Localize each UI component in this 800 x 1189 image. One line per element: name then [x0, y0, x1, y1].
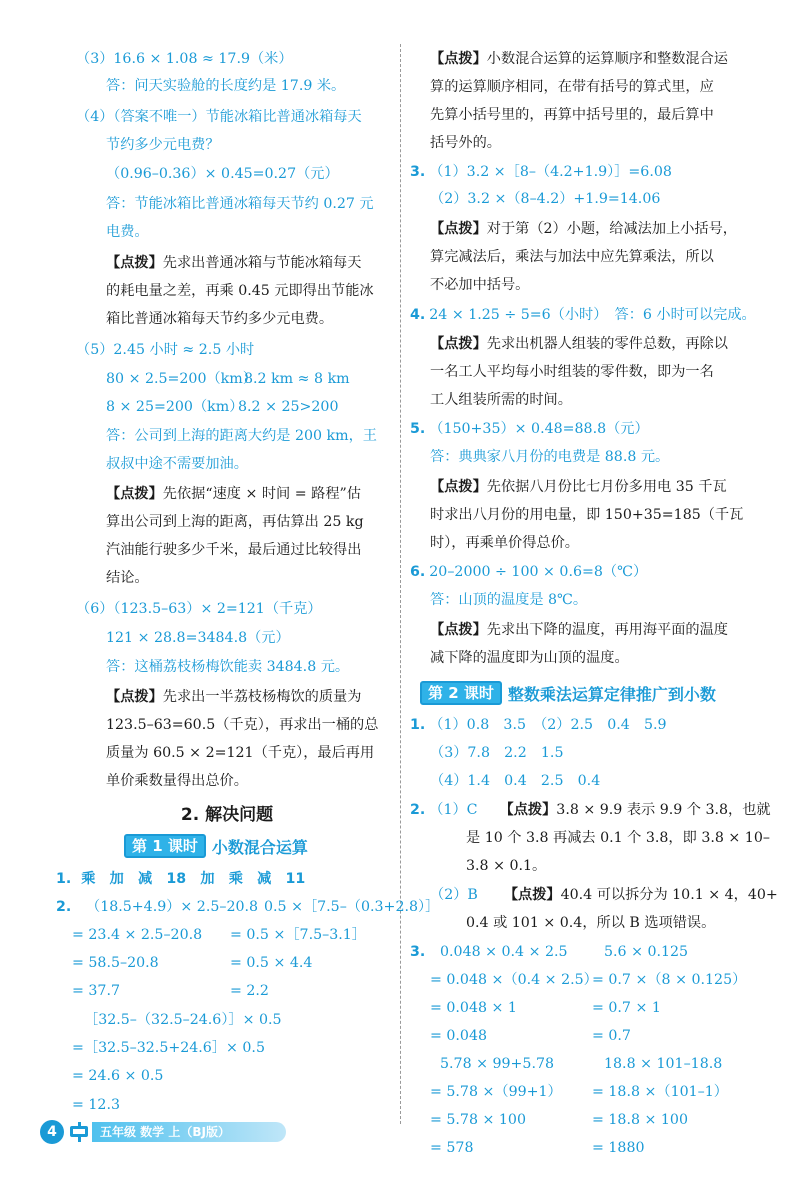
question-number: 5.: [410, 421, 426, 437]
calc-a: = 5.78 ×（99+1）: [430, 1084, 562, 1100]
tip-text: 先求出下降的温度，再用海平面的温度: [486, 622, 728, 638]
tip-line: 一名工人平均每小时组装的零件数，即为一名: [430, 364, 714, 380]
calc-line: [440, 939, 689, 966]
tip-text: 小数混合运算的运算顺序和整数混合运: [486, 51, 728, 67]
answer-text: 20–2000 ÷ 100 × 0.6=8（℃）: [429, 564, 648, 580]
tip-tag: 【点拨】: [503, 887, 561, 903]
calc-a: = 58.5–20.8: [72, 955, 159, 971]
question-row: [410, 797, 771, 824]
tip-paragraph: [430, 617, 728, 644]
calc-a: = 23.4 × 2.5–20.8: [72, 927, 203, 943]
question-number: 1.: [56, 871, 72, 887]
tip-text: 对于第（2）小题，给减法加上小括号，: [486, 221, 737, 237]
tip-line: 工人组装所需的时间。: [430, 392, 572, 408]
answer-line: （2）3.2 ×（8–4.2）+1.9=14.06: [430, 191, 661, 207]
lesson-title-text: 小数混合运算: [211, 837, 308, 857]
tip-text: 40.4 可以拆分为 10.1 × 4，40+: [560, 887, 778, 903]
answer-text: （1）C: [429, 802, 478, 818]
brand-logo-icon: [68, 1121, 90, 1143]
tip-paragraph: [430, 331, 728, 358]
answer-line: 叔叔中途不需要加油。: [106, 456, 248, 472]
tip-line: 不必加中括号。: [430, 277, 530, 293]
question-number: 3.: [410, 944, 426, 960]
question-row: [410, 302, 756, 329]
answer-line: 答：节能冰箱比普通冰箱每天节约 0.27 元: [106, 196, 374, 212]
question-number: 2.: [410, 802, 426, 818]
question-number: 2.: [56, 899, 72, 915]
calc-line: = 24.6 × 0.5: [72, 1068, 164, 1084]
tip-line: 算出公司到上海的距离，再估算出 25 kg: [106, 514, 364, 530]
tip-tag: 【点拨】: [106, 255, 163, 271]
question-row: [56, 894, 71, 921]
calc-a: = 0.048 × 1: [430, 1000, 517, 1016]
calc-line: = 12.3: [72, 1097, 120, 1113]
tip-tag: 【点拨】: [499, 802, 557, 818]
question-row: [410, 712, 667, 739]
answer-line: （3）7.8 2.2 1.5: [430, 745, 564, 761]
answer-text: 乘 加 减 18 加 乘 减 11: [81, 871, 306, 887]
tip-paragraph: [106, 684, 361, 711]
calc-line: [72, 950, 313, 977]
tip-tag: 【点拨】: [430, 221, 487, 237]
calc-b: 18.8 × 101–18.8: [604, 1056, 723, 1072]
answer-line: （6）（123.5–63）× 2=121（千克）: [76, 601, 322, 617]
tip-line: 算的运算顺序相同，在带有括号的算式里，应: [430, 79, 714, 95]
tip-line: 减下降的温度即为山顶的温度。: [430, 650, 629, 666]
calc-a: 80 × 2.5=200（km）: [106, 371, 257, 387]
answer-text: （1）0.8 3.5 （2）2.5 0.4 5.9: [429, 717, 667, 733]
answer-line: （0.96–0.36）× 0.45=0.27（元）: [106, 166, 339, 182]
tip-text: 先依据“速度 × 时间 = 路程”估: [162, 486, 361, 502]
lesson-title: [124, 833, 308, 859]
tip-text: 先求出一半荔枝杨梅饮的质量为: [162, 689, 362, 705]
answer-line: [106, 394, 339, 421]
calc-a: 5.78 × 99+5.78: [440, 1056, 555, 1072]
question-number: 4.: [410, 307, 426, 323]
calc-line: [430, 1079, 728, 1106]
tip-paragraph: [106, 481, 361, 508]
calc-b: = 0.5 × 4.4: [230, 955, 313, 971]
calc-a: = 578: [430, 1140, 474, 1156]
calc-line: =［32.5–32.5+24.6］× 0.5: [72, 1040, 265, 1056]
book-label: 五年级 数学 上（BJ版）: [92, 1122, 286, 1142]
page-footer: [40, 1118, 286, 1146]
calc-line: [430, 1023, 631, 1050]
calc-b: 5.6 × 0.125: [604, 944, 689, 960]
answer-text: （2）B: [430, 887, 478, 903]
answer-line: 电费。: [106, 224, 149, 240]
tip-line: 箱比普通冰箱每天节约多少元电费。: [106, 311, 334, 327]
calc-b: = 0.7 ×（8 × 0.125）: [592, 972, 747, 988]
calc-b: = 0.7: [592, 1028, 631, 1044]
tip-text: 3.8 × 9.9 表示 9.9 个 3.8，也就: [556, 802, 771, 818]
tip-line: 0.4 或 101 × 0.4，所以 B 选项错误。: [466, 915, 716, 931]
calc-b: 8.2 × 25>200: [238, 399, 339, 415]
tip-line: 123.5–63=60.5（千克），再求出一桶的总: [106, 717, 379, 733]
answer-line: 答：这桶荔枝杨梅饮能卖 3484.8 元。: [106, 659, 350, 675]
answer-line: 答：公司到上海的距离大约是 200 km，王: [106, 428, 377, 444]
calc-line: [72, 978, 269, 1005]
calc-line: [440, 1051, 723, 1078]
tip-line: 时求出八月份的用电量，即 150+35=185（千瓦: [430, 507, 744, 523]
lesson-title: [420, 680, 716, 706]
calc-a: （18.5+4.9）× 2.5–20.8: [86, 899, 259, 915]
lesson-badge: 第 2 课时: [420, 681, 502, 705]
tip-text: 先求出机器人组装的零件总数，再除以: [486, 336, 728, 352]
calc-line: [430, 1135, 645, 1162]
tip-line: 的耗电量之差，再乘 0.45 元即得出节能冰: [106, 283, 374, 299]
calc-line: [86, 894, 440, 921]
answer-line: [106, 366, 350, 393]
calc-line: [430, 1107, 688, 1134]
tip-tag: 【点拨】: [430, 479, 487, 495]
tip-line: 3.8 × 0.1。: [466, 858, 547, 874]
answer-line: （4）1.4 0.4 2.5 0.4: [430, 773, 601, 789]
calc-b: = 2.2: [230, 983, 269, 999]
tip-paragraph: [106, 250, 361, 277]
answer-line: 节约多少元电费？: [106, 137, 220, 153]
tip-line: 汽油能行驶多少千米，最后通过比较得出: [106, 542, 362, 558]
tip-line: 是 10 个 3.8 再减去 0.1 个 3.8，即 3.8 × 10–: [466, 830, 770, 846]
calc-a: 0.048 × 0.4 × 2.5: [440, 944, 568, 960]
tip-tag: 【点拨】: [106, 689, 163, 705]
tip-paragraph: [430, 46, 728, 73]
answer-text: （1）3.2 ×［8–（4.2+1.9）］=6.08: [429, 164, 672, 180]
calc-a: = 0.048 ×（0.4 × 2.5）: [430, 972, 598, 988]
tip-line: 括号外的。: [430, 135, 501, 151]
calc-b: 0.5 ×［7.5–（0.3+2.8）］: [264, 899, 440, 915]
calc-a: = 5.78 × 100: [430, 1112, 526, 1128]
calc-line: [430, 995, 661, 1022]
answer-line: （5）2.45 小时 ≈ 2.5 小时: [76, 342, 255, 358]
tip-paragraph: [430, 474, 727, 501]
question-row: [410, 939, 425, 966]
answer-row: [430, 882, 778, 909]
tip-line: 先算小括号里的，再算中括号里的，最后算中: [430, 107, 714, 123]
calc-a: 8 × 25=200（km）: [106, 399, 244, 415]
calc-b: = 18.8 ×（101–1）: [592, 1084, 728, 1100]
page-number: 4: [40, 1120, 64, 1144]
calc-b: = 18.8 × 100: [592, 1112, 688, 1128]
column-divider: [400, 44, 401, 1124]
answer-line: 答：典典家八月份的电费是 88.8 元。: [430, 449, 670, 465]
question-row: [56, 866, 305, 893]
calc-a: = 37.7: [72, 983, 120, 999]
tip-text: 先求出普通冰箱与节能冰箱每天: [162, 255, 362, 271]
question-number: 1.: [410, 717, 426, 733]
tip-line: 单价乘数量得出总价。: [106, 773, 248, 789]
tip-tag: 【点拨】: [430, 336, 487, 352]
calc-line: [430, 967, 747, 994]
question-number: 6.: [410, 564, 426, 580]
lesson-badge: 第 1 课时: [124, 834, 206, 858]
answer-line: （3）16.6 × 1.08 ≈ 17.9（米）: [76, 51, 293, 67]
question-row: [410, 559, 647, 586]
answer-text: 24 × 1.25 ÷ 5=6（小时） 答：6 小时可以完成。: [429, 307, 756, 323]
question-number: 3.: [410, 164, 426, 180]
tip-tag: 【点拨】: [106, 486, 163, 502]
lesson-title-text: 整数乘法运算定律推广到小数: [507, 684, 716, 704]
tip-tag: 【点拨】: [430, 51, 487, 67]
calc-line: ［32.5–（32.5–24.6）］× 0.5: [84, 1012, 282, 1028]
calc-line: [72, 922, 366, 949]
answer-line: 答：问天实验舱的长度约是 17.9 米。: [106, 78, 346, 94]
tip-line: 算完减法后，乘法与加法中应先算乘法，所以: [430, 249, 714, 265]
answer-text: （150+35）× 0.48=88.8（元）: [429, 421, 649, 437]
tip-tag: 【点拨】: [430, 622, 487, 638]
section-heading: 2. 解决问题: [180, 805, 274, 825]
question-row: [410, 159, 672, 186]
answer-line: 121 × 28.8=3484.8（元）: [106, 630, 290, 646]
calc-b: 8.2 km ≈ 8 km: [244, 371, 350, 387]
calc-b: = 1880: [592, 1140, 645, 1156]
question-row: [410, 416, 649, 443]
tip-line: 时），再乘单价得总价。: [430, 535, 579, 551]
tip-paragraph: [430, 216, 737, 243]
calc-b: = 0.5 ×［7.5–3.1］: [230, 927, 366, 943]
answer-line: （4）（答案不唯一）节能冰箱比普通冰箱每天: [76, 109, 362, 125]
calc-b: = 0.7 × 1: [592, 1000, 661, 1016]
tip-line: 结论。: [106, 570, 149, 586]
tip-line: 质量为 60.5 × 2=121（千克），最后再用: [106, 745, 375, 761]
tip-text: 先依据八月份比七月份多用电 35 千瓦: [486, 479, 727, 495]
calc-a: = 0.048: [430, 1028, 488, 1044]
answer-line: 答：山顶的温度是 8℃。: [430, 592, 588, 608]
